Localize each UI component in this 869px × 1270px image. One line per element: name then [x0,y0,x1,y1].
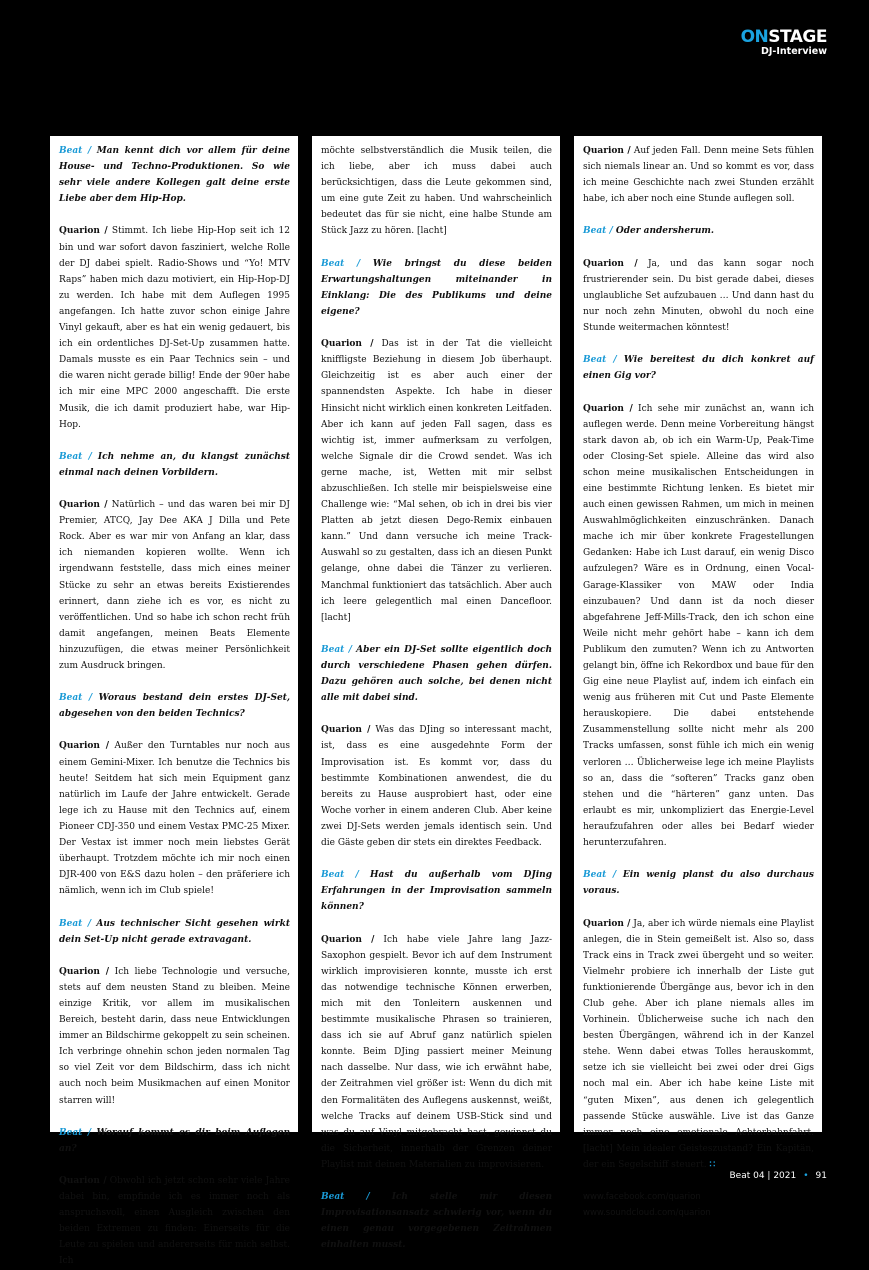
answer: Quarion / Natürlich – und das waren bei mir DJ Premier, ATCQ, Jay Dee AKA J Dilla und Pete Rock. Aber es war mir von Anfang an klar, dass ich niemanden kopieren wollte. Wenn ich irgendwann feststelle, dass mich eines meiner Stücke zu sehr an etwas bereits Existierendes erinnert, dann ziehe ich es vor, es nicht zu veröffentlichen. Und so habe ich schon recht früh damit angefangen, meinen Beats Elemente hinzuzufügen, die etwas meiner Persönlichkeit zum Ausdruck bringen. [59,500,290,671]
answer: Quarion / Ja, und das kann sogar noch frustrierender sein. Du bist gerade dabei, dieses unglaubliche Set aufzubauen … Und dann hast du nur noch zehn Minuten, obwohl du noch eine Stunde weitermachen könntest! [583,258,814,334]
question: Beat / Aus technischer Sicht gesehen wirkt dein Set-Up nicht gerade extravagant. [59,918,290,945]
question: Beat / Oder andersherum. [583,226,715,237]
onstage-logo: ONSTAGE [740,27,827,47]
answer: Quarion / Was das DJing so interessant macht, ist, dass es eine ausgedehnte Form der Improvisation ist. Es kommt vor, dass du bestimmte Kombinationen anwendest, die du bereits zu Hause ausprobiert hast, oder eine Woche vorher in einem anderen Club. Aber keine zwei DJ-Sets werden jemals identisch sein. Und die Gäste geben dir stets ein direktes Feedback. [321,725,552,849]
question: Beat / Hast du außerhalb vom DJing Erfahrungen in der Improvisation sammeln können? [321,870,552,913]
text-column-1 [50,136,298,1267]
end-mark-icon: ∷ [709,1159,716,1170]
answer-continued: möchte selbstverständlich die Musik teilen, die ich liebe, aber ich muss dabei auch berücksichtigen, dass die Leute gekommen sind, um eine gute Zeit zu haben. Und wahrscheinlich bedeutet das für sie nicht, eine halbe Stunde am Stück Jazz zu hören. [lacht] [321,146,552,237]
page-number: 91 [815,1171,827,1181]
answer: Quarion / Ja, aber ich würde niemals eine Playlist anlegen, die in Stein gemeißelt ist. Also so, dass Track eins in Track zwei übergeht und so weiter. Vielmehr probiere ich innerhalb der Liste gut funktionierende Übergänge aus, bevor ich in den Club gehe. Aber ich plane niemals alles im Vorhinein. Üblicherweise suche ich nach den besten Übergängen, während ich in der Kanzel stehe. Wenn dabei etwas Tolles herauskommt, setze ich sie vielleicht bei zwei oder drei Gigs noch mal ein. Aber ich habe keine Liste mit “guten Mixen”, aus denen ich gelegentlich passende Stücke auswähle. Live ist das Ganze immer noch eine emotionale Achterbahnfahrt. [lacht] Mein idealer Geisteszustand? Ein Kapitän, der ein Segelschiff steuert. ∷ [583,918,814,1170]
question: Beat / Wie bringst du diese beiden Erwartungshaltungen miteinander in Einklang: Die des Publikums und deine eigene? [321,258,552,317]
answer: Quarion / Das ist in der Tat die vielleicht kniffligste Beziehung in diesem Job überhaupt. Gleichzeitig ist es aber auch einer der spannendsten Aspekte. Ich habe in dieser Hinsicht nicht wirklich einen konkreten Leitfaden. Aber ich kann auf jeden Fall sagen, dass es wichtig ist, immer aufmerksam zu verfolgen, welche Signale dir die Crowd sendet. Was ich gerne mache, ist, Wetten mit mir selbst abzuschließen. Ich stelle mir beispielsweise eine Challenge wie: “Mal sehen, ob ich in drei bis vier Platten ab jetzt diesen Dego-Remix einbauen kann.” Und dann versuche ich meine Track-Auswahl so zu gestalten, dass ich an diesen Punkt gelange, ohne dabei die Tänzer zu verlieren. Manchmal funktioniert das tatsächlich. Aber auch ich leere gelegentlich mal einen Dancefloor. [lacht] [321,339,553,623]
question: Beat / Ich stelle mir diesen Improvisationsansatz schwierig vor, wenn du einen genau vorgegebenen Zeitrahmen einhalten musst. [321,1192,553,1251]
text-column-2 [312,136,560,1251]
question: Beat / Ein wenig planst du also durchaus voraus. [583,870,814,897]
question: Beat / Man kennt dich vor allem für deine House- und Techno-Produktionen. So wie sehr viele andere Kollegen galt deine erste Liebe aber dem Hip-Hop. [59,146,290,205]
page-header [741,28,827,58]
answer: Quarion / Ich liebe Technologie und versuche, stets auf dem neusten Stand zu bleiben. Meine einzige Kritik, vor allem im musikalischen Bereich, besteht darin, dass neue Entwicklungen immer an Bildschirme gekoppelt zu sein scheinen. Ich verbringe ohnehin schon jeden normalen Tag so viel Zeit vor dem Bildschirm, dass ich nicht auch noch beim Musikmachen auf einen Monitor starren will! [59,966,290,1106]
answer: Quarion / Auf jeden Fall. Denn meine Sets fühlen sich niemals linear an. Und so kommt es vor, dass ich meine Geschichte nach zwei Stunden erzählt habe, ich aber noch eine Stunde auflegen soll. [583,146,814,205]
question: Beat / Aber ein DJ-Set sollte eigentlich doch durch verschiedene Phasen gehen dürfen. Dazu gehören auch solche, bei denen nicht alle mit dabei sind. [321,644,552,704]
question: Beat / Worauf kommt es dir beim Auflegen an? [59,1127,290,1154]
question: Beat / Wie bereitest du dich konkret auf einen Gig vor? [583,355,814,382]
issue-label: Beat 04 | 2021 [729,1171,797,1181]
separator-dot: • [803,1171,809,1181]
section-label: DJ-Interview [761,46,827,57]
answer: Quarion / Obwohl ich jetzt schon sehr viele Jahre dabei bin, empfinde ich es immer noch als anspruchsvoll, einen Ausgleich zwischen den beiden Extremen zu finden: Einerseits für die Leute zu spielen und andererseits für mich selbst. Ich [59,1176,291,1267]
facebook-link[interactable]: www.facebook.com/quarion [583,1192,701,1203]
question: Beat / Woraus bestand dein erstes DJ-Set, abgesehen von den beiden Technics? [59,693,290,720]
answer: Quarion / Ich sehe mir zunächst an, wann ich auflegen werde. Denn meine Vorbereitung hängst stark davon ab, ob ich ein Warm-Up, Peak-Time oder Closing-Set spiele. Alleine das wird also schon meine musikalischen Entscheidungen in eine bestimmte Richtung lenken. Es bietet mir auch einen gewissen Rahmen, um mich in meinen Auswahlmöglichkeiten einzuschränken. Danach mache ich mir über konkrete Fragestellungen Gedanken: Habe ich Lust darauf, ein wenig Disco aufzulegen? Wäre es in Ordnung, einen Vocal-Garage-Klassiker von MAW oder India einzubauen? Und dann ist da noch dieser abgefahrene Jeff-Mills-Track, den ich schon eine Weile nicht mehr gehört habe – kann ich dem Publikum den zumuten? Wenn ich zu Antworten gelangt bin, öffne ich Rekordbox und baue für den Gig eine neue Playlist auf, indem ich einfach ein wenig aus früheren mit Cut und Paste Elemente herauskopiere. Die dabei entstehende Zusammenstellung sollte nicht mehr als 200 Tracks umfassen, sonst fühle ich mich ein wenig verloren … Üblicherweise lege ich meine Playlists so an, dass die “softeren” Tracks ganz oben stehen und die “härteren” ganz unten. Das erlaubt es mir, unkompliziert das Energie-Level heraufzufahren oder alles bei Bedarf wieder herunterzufahren. [583,403,815,849]
answer: Quarion / Stimmt. Ich liebe Hip-Hop seit ich 12 bin und war sofort davon fasziniert, welche Rolle der DJ dabei spielt. Radio-Shows und “Yo! MTV Raps” haben mich dazu motiviert, ein Hip-Hop-DJ zu werden. Ich habe mit dem Auflegen 1995 angefangen. Ich hatte zuvor schon einige Jahre Vinyl gekauft, aber es hat ein wenig gedauert, bis ich ein ordentliches DJ-Set-Up zusammen hatte. Damals musste es ein Paar Technics sein – und die waren nicht gerade billig! Ende der 90er habe ich mir eine MPC 2000 angeschafft. Die erste Musik, die ich damit produziert habe, war Hip-Hop. [59,226,290,430]
soundcloud-link[interactable]: www.soundcloud.com/quarion [583,1208,711,1219]
answer: Quarion / Außer den Turntables nur noch aus einem Gemini-Mixer. Ich benutze die Technics bis heute! Seitdem hat sich mein Equipment ganz natürlich im Laufe der Jahre entwickelt. Gerade lege ich zu Hause mit den Technics auf, einem Pioneer CDJ-350 und einem Vestax PMC-25 Mixer. Der Vestax ist immer noch mein liebstes Gerät überhaupt. Trotzdem möchte ich mir noch einen DJR-400 von E&S dazu holen – den präferiere ich nämlich, wenn ich im Club spiele! [59,741,290,897]
answer: Quarion / Ich habe viele Jahre lang Jazz-Saxophon gespielt. Bevor ich auf dem Instrument wirklich improvisieren konnte, musste ich erst das notwendige technische Können erwerben, mich mit den Tonleitern auskennen und bestimmte musikalische Phrasen so trainieren, dass ich sie auf Abruf ganz natürlich spielen konnte. Beim DJing passiert meiner Meinung nach dasselbe. Nur dass, wie ich erwähnt habe, der Zeitrahmen viel größer ist: Wenn du dich mit den Formalitäten des Auflegens auskennst, weißt, welche Tracks auf deinem USB-Stick sind und was du auf Vinyl mitgebracht hast, gewinnst du die Sicherheit, innerhalb der Grenzen deiner Playlist mit deinen Materialien zu improvisieren. [321,934,552,1170]
question: Beat / Ich nehme an, du klangst zunächst einmal nach deinen Vorbildern. [59,451,290,478]
page-footer [730,1170,828,1182]
